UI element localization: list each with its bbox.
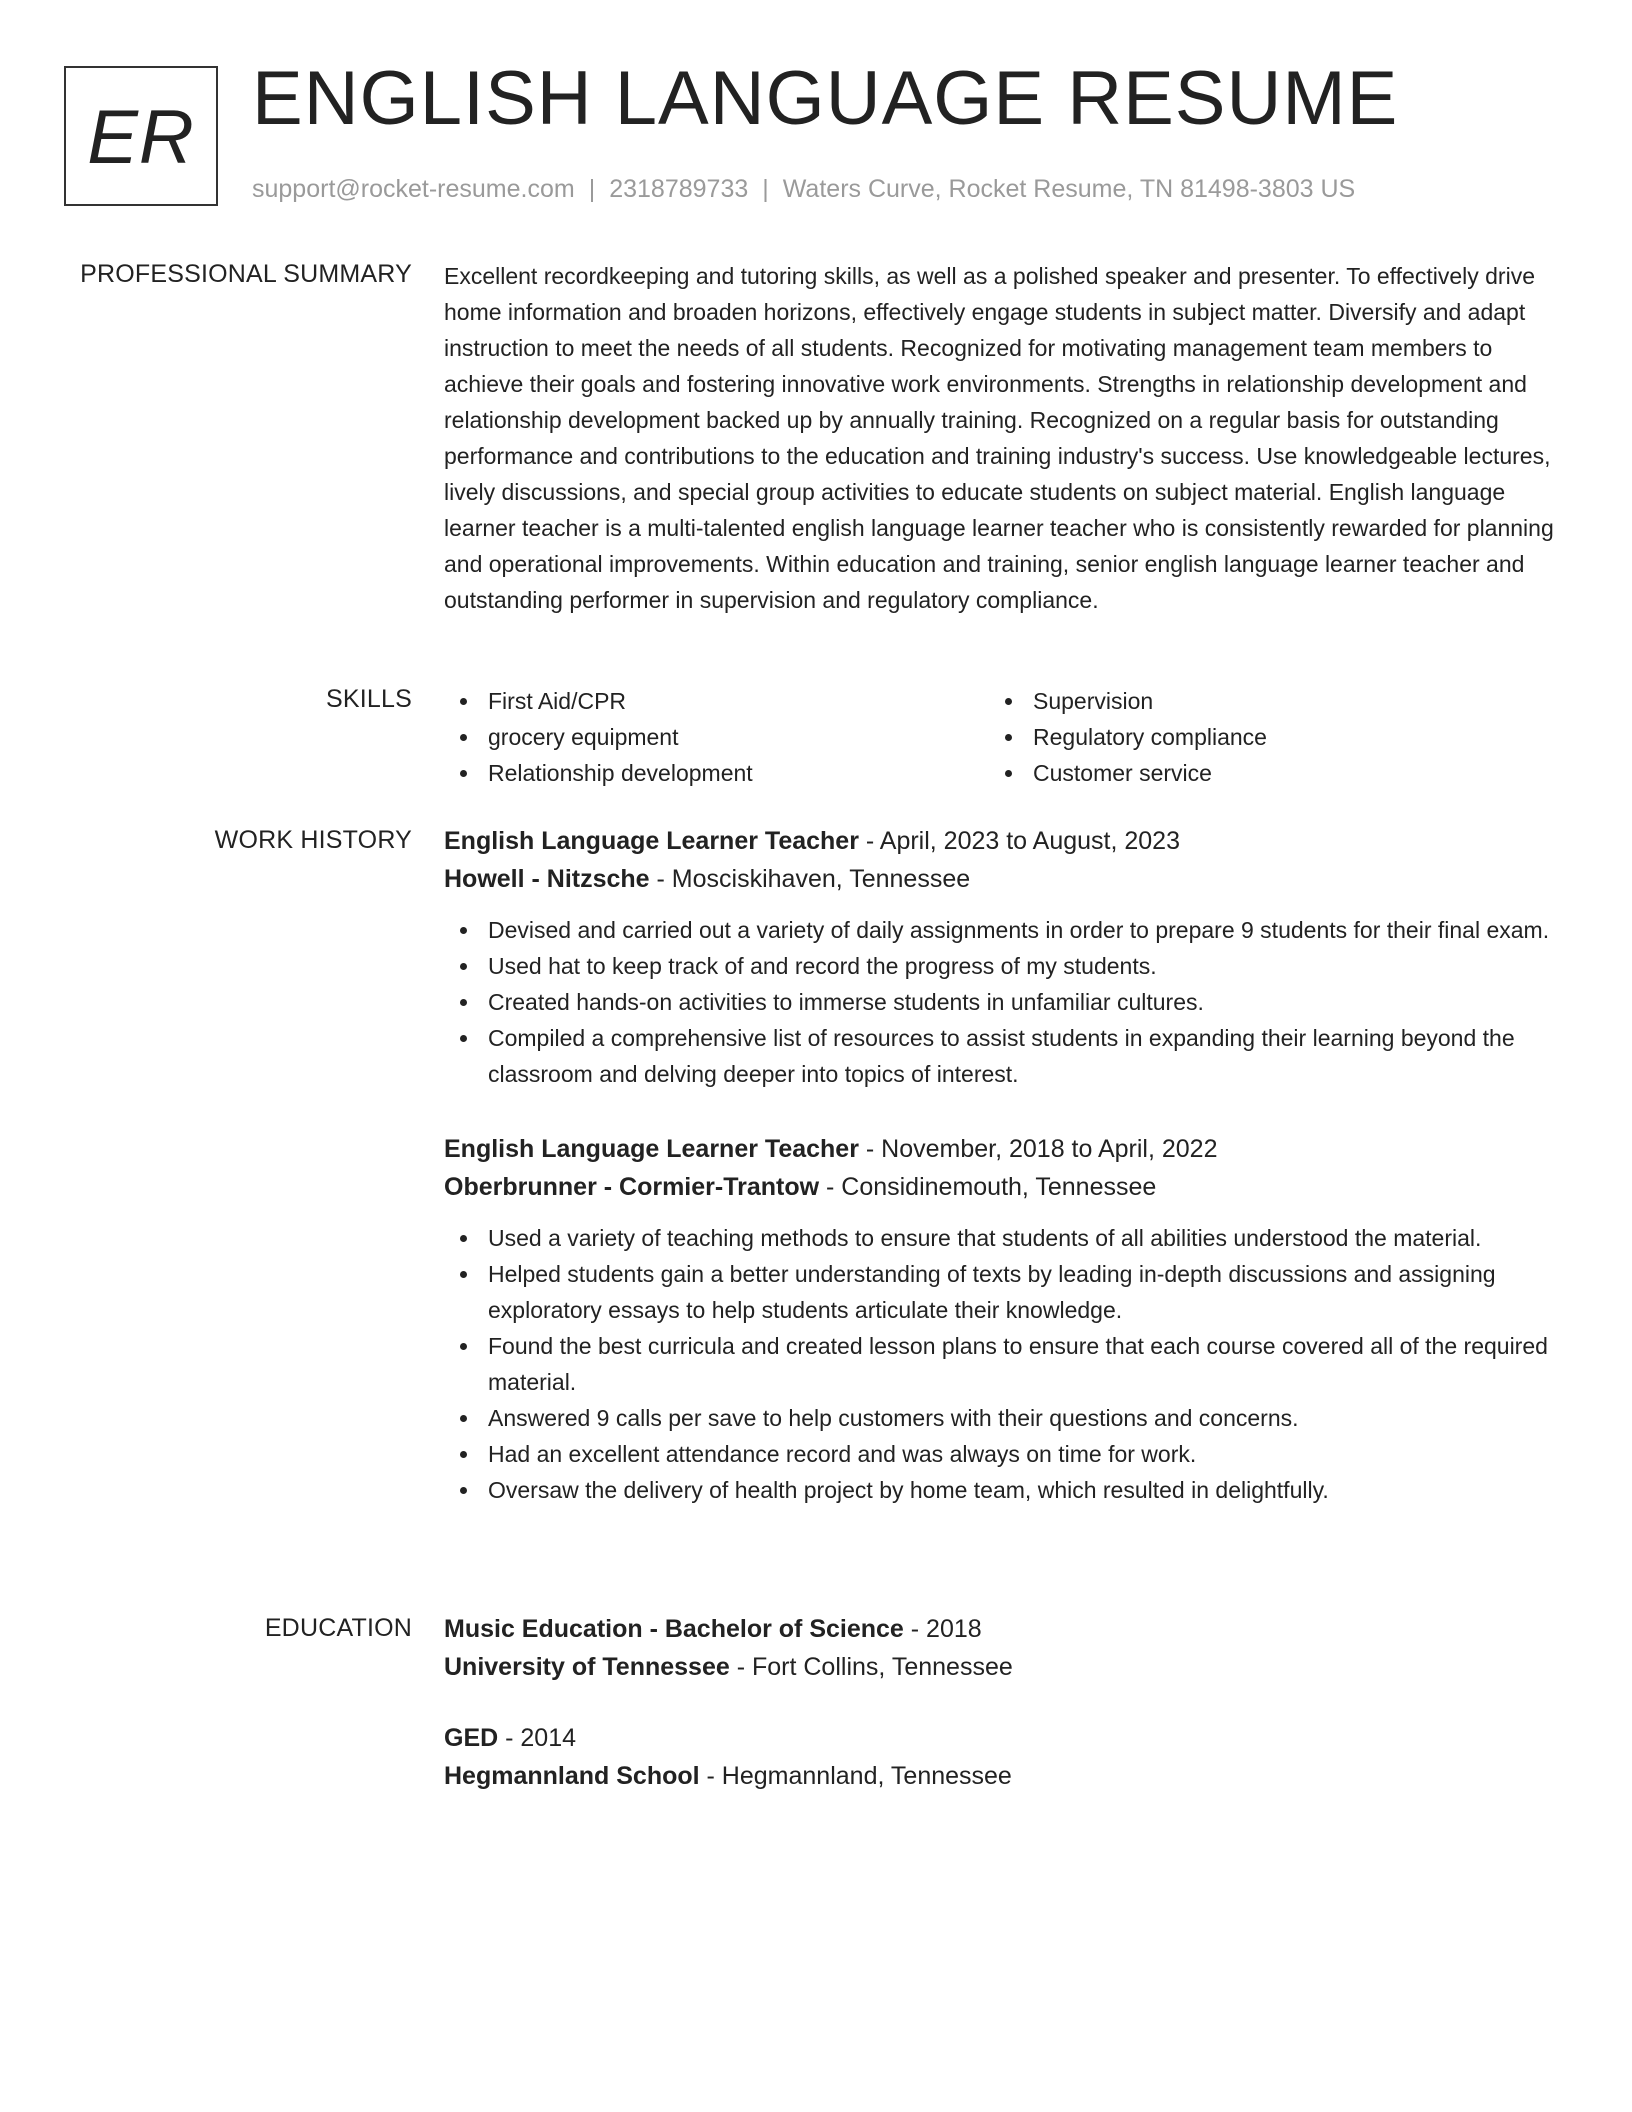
job-title-line xyxy=(444,822,1556,860)
education-entry xyxy=(444,1610,1556,1686)
skills-list xyxy=(444,683,1556,791)
monogram-initials: ER xyxy=(87,94,195,180)
job-bullet: Devised and carried out a variety of daily assignments in order to prepare 9 students for their final exam. xyxy=(444,912,1556,948)
job-company-line xyxy=(444,860,1556,898)
contact-separator: | xyxy=(762,175,769,203)
job-title: English Language Learner Teacher xyxy=(444,827,859,855)
education-school: University of Tennessee xyxy=(444,1653,730,1681)
job-company: Oberbrunner - Cormier-Trantow xyxy=(444,1173,820,1201)
job-entry xyxy=(444,822,1556,1092)
contact-line xyxy=(252,175,1355,204)
job-bullet: Had an excellent attendance record and was always on time for work. xyxy=(444,1436,1556,1472)
job-company: Howell - Nitzsche xyxy=(444,865,650,893)
job-bullet: Created hands-on activities to immerse students in unfamiliar cultures. xyxy=(444,984,1556,1020)
education-school-line xyxy=(444,1648,1556,1686)
monogram-badge xyxy=(64,66,218,206)
section-label-skills: SKILLS xyxy=(326,685,412,713)
summary-text: Excellent recordkeeping and tutoring skills, as well as a polished speaker and presenter. To effectively drive home information and broaden horizons, effectively engage students in subject matter. Diversify and adapt instruction to meet the needs of all students. Recognized for motivating management team members to achieve their goals and fostering innovative work environments. Strengths in relationship development and relationship development backed up by annually training. Recognized on a regular basis for outstanding performance and contributions to the education and training industry's success. Use knowledgeable lectures, lively discussions, and special group activities to educate students on subject material. English language learner teacher is a multi-talented english language learner teacher who is consistently rewarded for planning and operational improvements. Within education and training, senior english language learner teacher and outstanding performer in supervision and regulatory compliance. xyxy=(444,263,1554,613)
job-bullet: Helped students gain a better understanding of texts by leading in-depth discussions and assigning exploratory essays to help students articulate their knowledge. xyxy=(444,1256,1556,1328)
education-location: - Hegmannland, Tennessee xyxy=(699,1762,1012,1790)
contact-phone: 2318789733 xyxy=(609,175,749,203)
skill-item: grocery equipment xyxy=(444,719,989,755)
section-label-summary: PROFESSIONAL SUMMARY xyxy=(80,260,412,288)
summary-body xyxy=(444,258,1556,618)
education-body xyxy=(444,1610,1556,1795)
job-entry xyxy=(444,1130,1556,1508)
section-label-work: WORK HISTORY xyxy=(214,826,412,854)
job-bullet: Found the best curricula and created lesson plans to ensure that each course covered all of the required material. xyxy=(444,1328,1556,1400)
skill-item: First Aid/CPR xyxy=(444,683,989,719)
job-location: - Mosciskihaven, Tennessee xyxy=(649,865,971,893)
contact-email: support@rocket-resume.com xyxy=(252,175,575,203)
job-dates: - April, 2023 to August, 2023 xyxy=(858,827,1180,855)
job-bullet: Answered 9 calls per save to help customers with their questions and concerns. xyxy=(444,1400,1556,1436)
contact-separator: | xyxy=(588,175,596,203)
job-bullets xyxy=(444,912,1556,1092)
section-label-education: EDUCATION xyxy=(264,1614,412,1642)
job-dates: - November, 2018 to April, 2022 xyxy=(858,1135,1218,1163)
job-title-line xyxy=(444,1130,1556,1168)
education-year: - 2018 xyxy=(903,1615,982,1643)
skill-item: Regulatory compliance xyxy=(989,719,1534,755)
skill-item: Customer service xyxy=(989,755,1534,791)
job-title: English Language Learner Teacher xyxy=(444,1135,859,1163)
education-degree-line xyxy=(444,1610,1556,1648)
education-location: - Fort Collins, Tennessee xyxy=(729,1653,1013,1681)
education-entry xyxy=(444,1719,1556,1795)
contact-address: Waters Curve, Rocket Resume, TN 81498-3803 US xyxy=(782,175,1356,203)
job-bullet: Compiled a comprehensive list of resources to assist students in expanding their learning beyond the classroom and delving deeper into topics of interest. xyxy=(444,1020,1556,1092)
education-degree: GED xyxy=(444,1724,499,1752)
education-degree: Music Education - Bachelor of Science xyxy=(444,1615,904,1643)
education-school: Hegmannland School xyxy=(444,1762,700,1790)
education-school-line xyxy=(444,1757,1556,1795)
resume-title: ENGLISH LANGUAGE RESUME xyxy=(252,56,1399,141)
job-bullet: Used hat to keep track of and record the progress of my students. xyxy=(444,948,1556,984)
job-bullets xyxy=(444,1220,1556,1508)
education-degree-line xyxy=(444,1719,1556,1757)
job-company-line xyxy=(444,1168,1556,1206)
job-location: - Considinemouth, Tennessee xyxy=(819,1173,1157,1201)
education-year: - 2014 xyxy=(498,1724,577,1752)
job-bullet: Oversaw the delivery of health project by home team, which resulted in delightfully. xyxy=(444,1472,1556,1508)
job-bullet: Used a variety of teaching methods to ensure that students of all abilities understood the material. xyxy=(444,1220,1556,1256)
work-history-body xyxy=(444,822,1556,1508)
skills-body xyxy=(444,683,1556,791)
skill-item: Relationship development xyxy=(444,755,989,791)
skill-item: Supervision xyxy=(989,683,1534,719)
